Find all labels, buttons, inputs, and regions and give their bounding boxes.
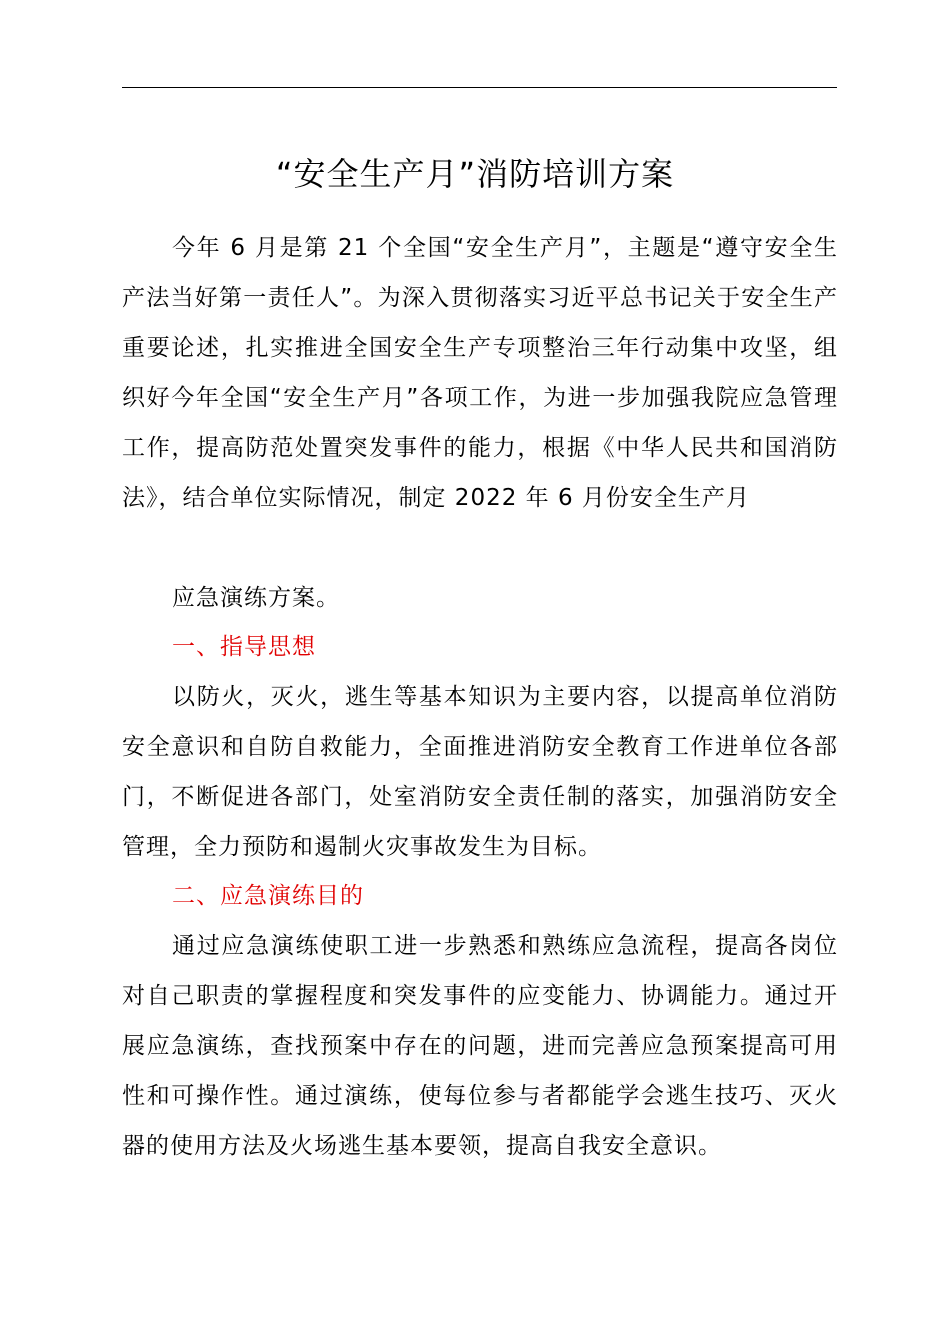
section-heading-drill-purpose: 二、应急演练目的 xyxy=(172,883,364,909)
section-text-drill-purpose: 通过应急演练使职工进一步熟悉和熟练应急流程，提高各岗位对自己职责的掌握程度和突发事件的应变能力、协调能力。通过开展应急演练，查找预案中存在的问题，进而完善应急预案提高可用性和可操作性。通过演练，使每位参与者都能学会逃生技巧、灭火器的使用方法及火场逃生基本要领，提高自我安全意识。 xyxy=(122,933,838,1159)
section-heading-guiding-ideology: 一、指导思想 xyxy=(172,634,316,660)
intro-paragraph: 今年 6 月是第 21 个全国“安全生产月”，主题是“遵守安全生产法当好第一责任人”。为深入贯彻落实习近平总书记关于安全生产重要论述，扎实推进全国安全生产专项整治三年行动集中攻坚，组织好今年全国“安全生产月”各项工作，为进一步加强我院应急管理工作，提高防范处置突发事件的能力，根据《中华人民共和国消防法》，结合单位实际情况，制定 2022 年 6 月份安全生产月 xyxy=(122,235,838,511)
intro-continuation: 应急演练方案。 xyxy=(172,585,340,611)
section-text-guiding-ideology: 以防火，灭火，逃生等基本知识为主要内容，以提高单位消防安全意识和自防自救能力，全面推进消防安全教育工作进单位各部门，不断促进各部门，处室消防安全责任制的落实，加强消防安全管理，全力预防和遏制火灾事故发生为目标。 xyxy=(122,684,838,860)
document-title: “安全生产月”消防培训方案 xyxy=(275,155,675,193)
header-rule xyxy=(122,87,837,88)
